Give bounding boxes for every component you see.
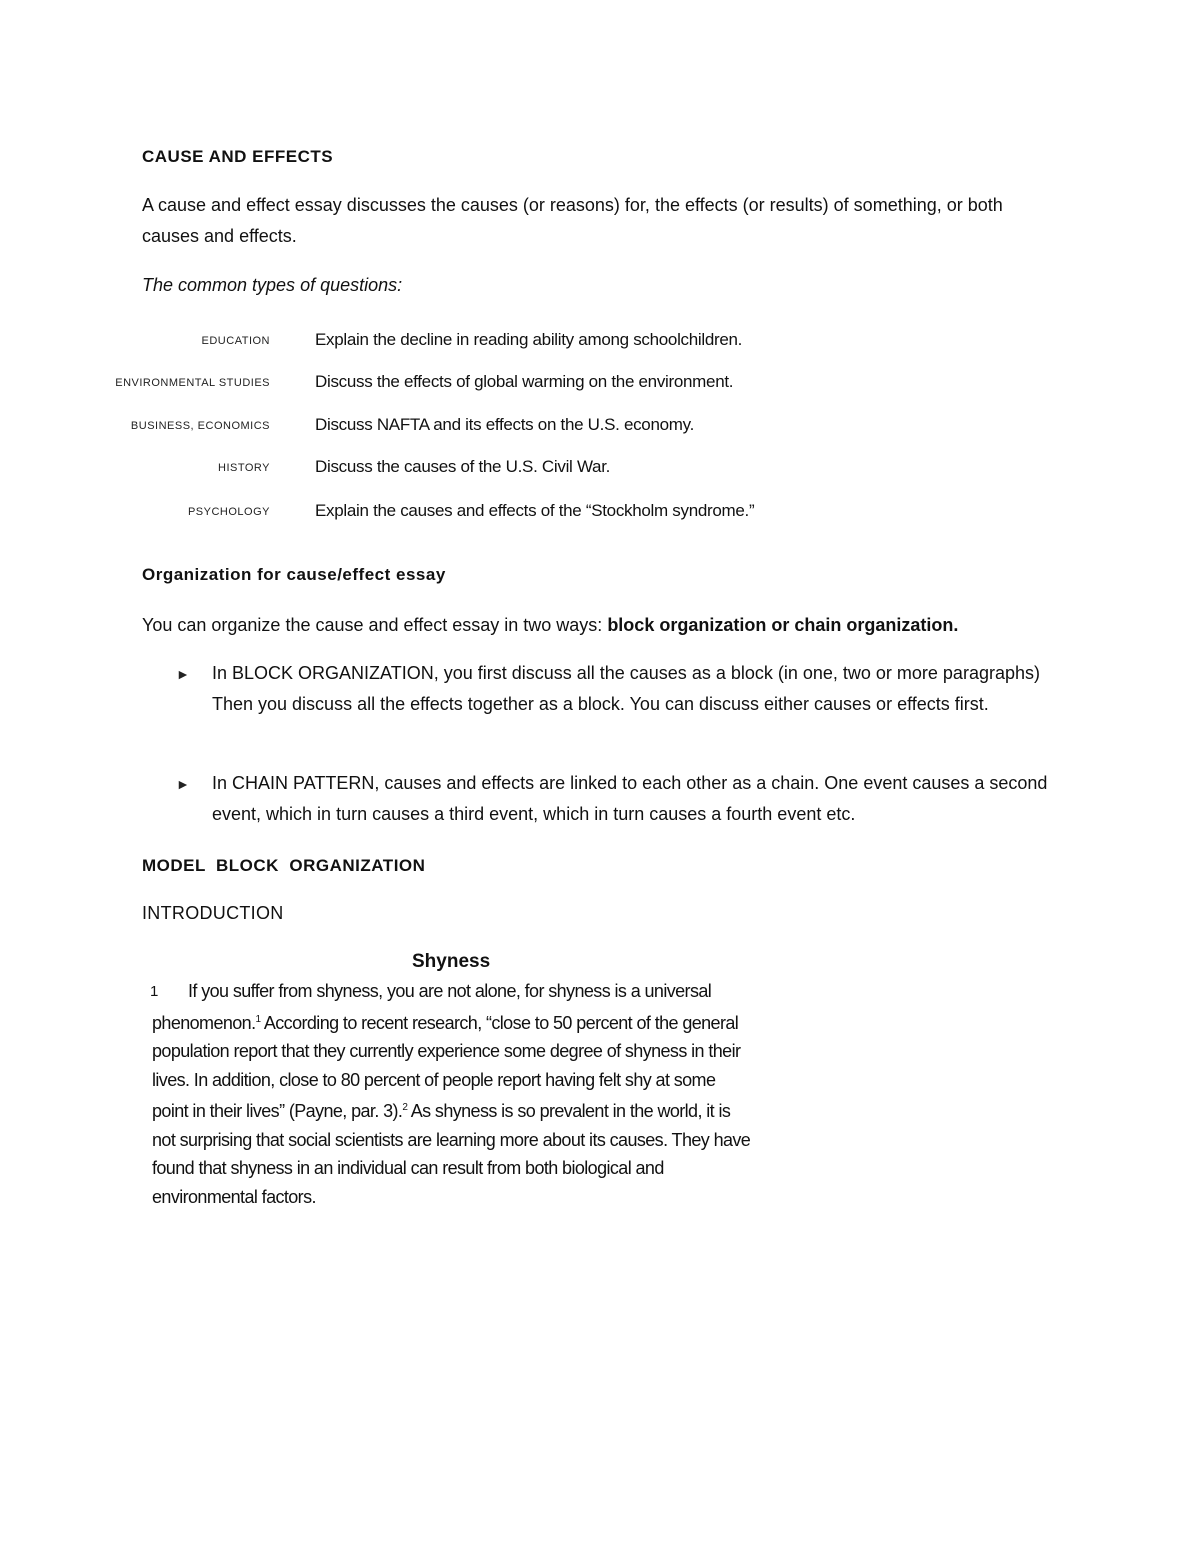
- question-text: Explain the causes and effects of the “Stockholm syndrome.”: [315, 501, 755, 520]
- intro-paragraph: A cause and effect essay discusses the causes (or reasons) for, the effects (or results) of something, or both causes and effects.: [142, 195, 1003, 246]
- organization-text: You can organize the cause and effect essay in two ways:: [142, 615, 603, 635]
- question-types-label: The common types of questions:: [142, 275, 403, 295]
- question-subject: PSYCHOLOGY: [187, 506, 270, 518]
- question-subject: EDUCATION: [201, 335, 270, 347]
- essay-sentence: According to recent research, “close to 50 percent of the general population report that they currently experience some degree of shyness in their lives. In addition, close to 80 percent of people report having felt shy at some point in their lives” (Payne, par. 3).: [152, 1012, 741, 1121]
- question-text: Discuss the causes of the U.S. Civil War.: [315, 457, 611, 476]
- question-subject: BUSINESS, ECONOMICS: [130, 420, 270, 432]
- essay-sentence: As shyness is so prevalent in the world, it is not surprising that social scientists are learning more about its causes. They have found that shyness in an individual can result from both biological and environmental factors.: [152, 1101, 751, 1207]
- footnote-marker: 2: [402, 1102, 408, 1113]
- essay-title: Shyness: [412, 951, 491, 972]
- question-text: Explain the decline in reading ability among schoolchildren.: [315, 330, 743, 349]
- bullet-item-block: In BLOCK ORGANIZATION, you first discuss all the causes as a block (in one, two or more paragraphs) Then you discuss all the effects together as a block. You can discuss either causes or effects first.: [212, 663, 1040, 714]
- question-text: Discuss the effects of global warming on the environment.: [315, 372, 734, 391]
- bullet-item-chain: In CHAIN PATTERN, causes and effects are linked to each other as a chain. One event causes a second event, which in turn causes a third event, which in turn causes a fourth event etc.: [212, 773, 1048, 824]
- introduction-label: INTRODUCTION: [142, 903, 284, 923]
- question-subject: ENVIRONMENTAL STUDIES: [115, 377, 270, 389]
- triangle-bullet-icon: ►: [176, 776, 190, 792]
- model-heading: MODEL BLOCK ORGANIZATION: [142, 856, 426, 875]
- question-subject: HISTORY: [218, 462, 270, 474]
- essay-sentence: If you suffer from shyness, you are not alone, for shyness is a universal phenomenon.: [152, 981, 712, 1033]
- essay-paragraph: [152, 977, 752, 1211]
- organization-heading: Organization for cause/effect essay: [142, 565, 446, 584]
- triangle-bullet-icon: ►: [176, 666, 190, 682]
- question-text: Discuss NAFTA and its effects on the U.S. economy.: [315, 415, 694, 434]
- essay-paragraph-number: 1: [150, 983, 159, 1000]
- organization-paragraph: [142, 610, 1092, 641]
- footnote-marker: 1: [255, 1013, 261, 1025]
- organization-bold-text: block organization or chain organization.: [607, 615, 959, 635]
- page-title: CAUSE AND EFFECTS: [142, 147, 334, 166]
